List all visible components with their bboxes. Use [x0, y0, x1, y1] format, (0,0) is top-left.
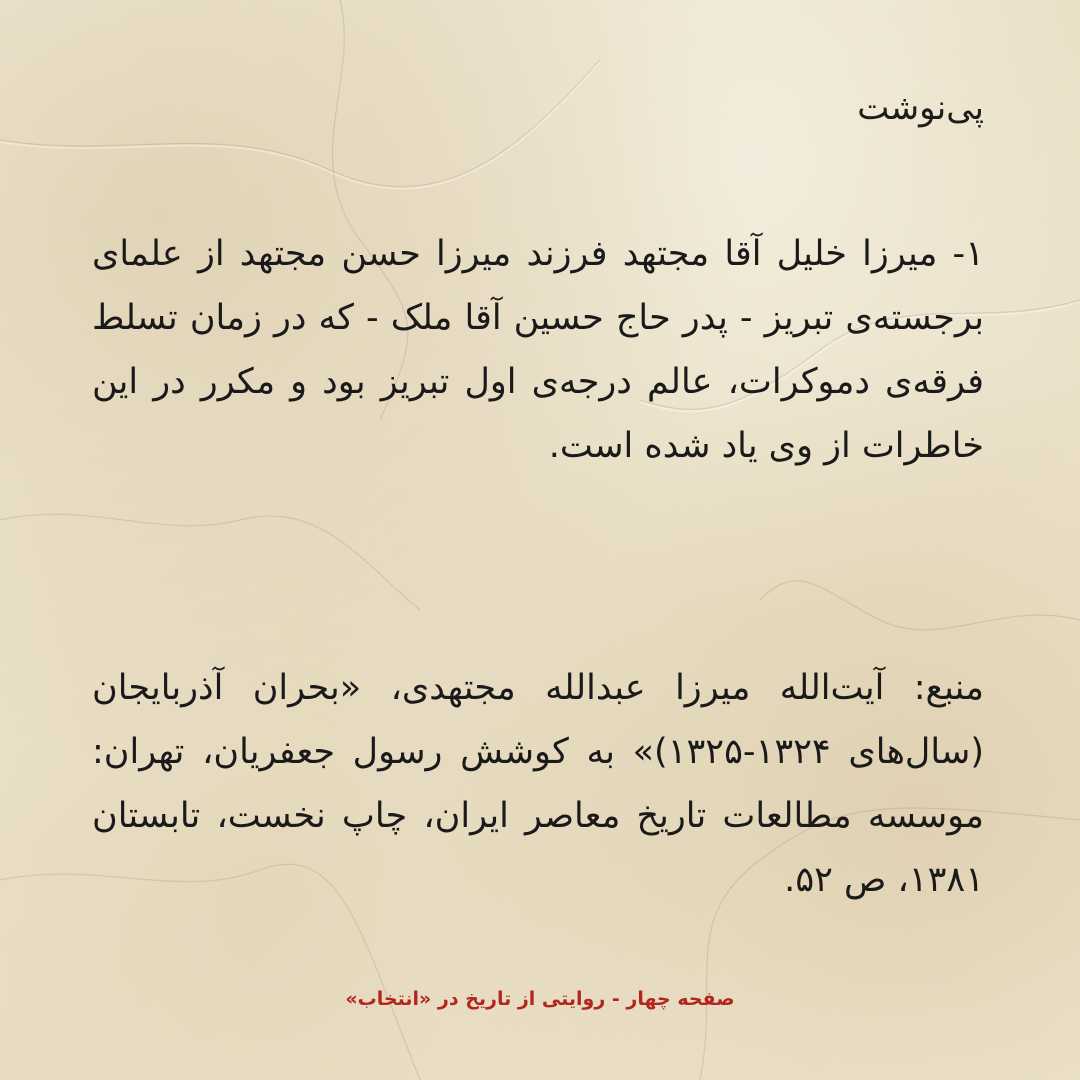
- page-heading: پی‌نوشت: [857, 88, 984, 128]
- source-citation: منبع: آیت‌الله میرزا عبدالله مجتهدی، «بحران آذربایجان (سال‌های ۱۳۲۴-۱۳۲۵)» به کوشش رسول جعفریان، تهران: موسسه مطالعات تاریخ معاصر ایران، چاپ نخست، تابستان ۱۳۸۱، ص ۵۲.: [92, 668, 984, 900]
- footnote-paragraph: ۱- میرزا خلیل آقا مجتهد فرزند میرزا حسن مجتهد از علمای برجسته‌ی تبریز - پدر حاج حسین آقا ملک - که در زمان تسلط فرقه‌ی دموکرات، عالم درجه‌ی اول تبریز بود و مکرر در این خاطرات از وی یاد شده است.: [92, 234, 984, 466]
- page-footer: صفحه چهار - روایتی از تاریخ در «انتخاب»: [345, 988, 735, 1010]
